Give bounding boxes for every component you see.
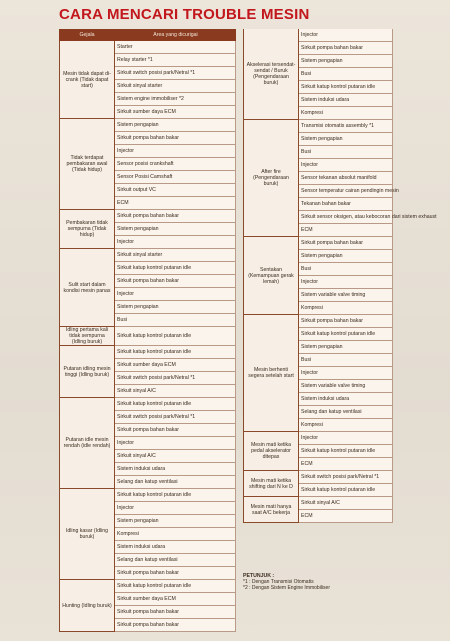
table-row — [59, 398, 236, 411]
table-row — [243, 497, 393, 510]
symptom-cell: Putaran idling mesin tinggi (Idling buruk) — [59, 346, 115, 398]
trouble-table-right — [243, 29, 437, 523]
symptom-cell: Mesin mati hanya saat A/C bekerja — [243, 497, 299, 523]
suspect-area-cell: Sistem pengapian — [299, 250, 393, 263]
page-title: CARA MENCARI TROUBLE MESIN — [59, 6, 310, 23]
suspect-area-cell: Sistem induksi udara — [299, 393, 393, 406]
suspect-area-cell: Busi — [115, 314, 236, 327]
suspect-area-cell: Sirkuit pompa bahan bakar — [115, 275, 236, 288]
table-row — [243, 120, 393, 133]
suspect-area-cell: Sirkuit pompa bahan bakar — [115, 567, 236, 580]
suspect-area-cell: Sirkuit pompa bahan bakar — [115, 132, 236, 145]
suspect-area-cell: ECM — [115, 197, 236, 210]
suspect-area-cell: Injector — [115, 288, 236, 301]
symptom-cell: Mesin mati ketika shifting dari N ke D — [243, 471, 299, 497]
suspect-area-cell: Sirkuit katup kontrol putaran idle — [299, 484, 393, 497]
table-row — [59, 346, 236, 359]
suspect-area-cell: Sirkuit pompa bahan bakar — [299, 237, 393, 250]
table-row — [59, 210, 236, 223]
suspect-area-cell: Sirkuit pompa bahan bakar — [115, 424, 236, 437]
suspect-area-cell: Sirkuit sumber daya ECM — [115, 106, 236, 119]
suspect-area-cell: Sistem pengapian — [299, 341, 393, 354]
suspect-area-cell: Sirkuit katup kontrol putaran idle — [115, 346, 236, 359]
suspect-area-cell: Sirkuit katup kontrol putaran idle — [115, 580, 236, 593]
table-row — [59, 489, 236, 502]
symptom-cell: Tidak terdapat pembakaran awal (Tidak hidup) — [59, 119, 115, 210]
suspect-area-cell: Injector — [115, 437, 236, 450]
suspect-area-cell: Sirkuit sensor oksigen, atau kebocoran dari sistem exhaust — [299, 211, 393, 224]
suspect-area-cell: Sistem pengapian — [115, 223, 236, 236]
suspect-area-cell: Relay starter *1 — [115, 54, 236, 67]
suspect-area-cell: Sensor posisi crankshaft — [115, 158, 236, 171]
symptom-cell: Mesin tidak dapat di-crank (Tidak dapat start) — [59, 41, 115, 119]
suspect-area-cell: Sensor temperatur cairan pendingin mesin — [299, 185, 393, 198]
suspect-area-cell: ECM — [299, 224, 393, 237]
suspect-area-cell: Sirkuit switch posisi park/Netral *1 — [115, 67, 236, 80]
suspect-area-cell: Busi — [299, 146, 393, 159]
suspect-area-cell: Sensor tekanan absolut manifold — [299, 172, 393, 185]
header-area: Area yang dicurigai — [115, 29, 236, 41]
symptom-cell: After fire (Pengendaraan buruk) — [243, 120, 299, 237]
suspect-area-cell: Sirkuit sinyal A/C — [299, 497, 393, 510]
table-row — [243, 432, 393, 445]
suspect-area-cell: Sirkuit katup kontrol putaran idle — [115, 327, 236, 346]
suspect-area-cell: Sirkuit sumber daya ECM — [115, 593, 236, 606]
suspect-area-cell: Sirkuit katup kontrol putaran idle — [115, 489, 236, 502]
table-row — [243, 29, 393, 42]
suspect-area-cell: Sirkuit katup kontrol putaran idle — [299, 328, 393, 341]
table-row — [59, 580, 236, 593]
suspect-area-cell: Sirkuit pompa bahan bakar — [299, 315, 393, 328]
suspect-area-cell: Busi — [299, 354, 393, 367]
symptom-cell: Akselerasi tersendat-sendat / Buruk (Pengendaraan buruk) — [243, 29, 299, 120]
suspect-area-cell: Selang dan katup ventilasi — [299, 406, 393, 419]
notes — [243, 573, 330, 591]
suspect-area-cell: Sirkuit sinyal starter — [115, 80, 236, 93]
suspect-area-cell: Sistem pengapian — [115, 119, 236, 132]
suspect-area-cell: Sirkuit sinyal starter — [115, 249, 236, 262]
suspect-area-cell: Sirkuit switch posisi park/Netral *1 — [115, 411, 236, 424]
suspect-area-cell: Injector — [115, 145, 236, 158]
suspect-area-cell: Sirkuit pompa bahan bakar — [115, 619, 236, 632]
table-header-row — [59, 29, 236, 41]
suspect-area-cell: ECM — [299, 458, 393, 471]
suspect-area-cell: Tekanan bahan bakar — [299, 198, 393, 211]
suspect-area-cell: Starter — [115, 41, 236, 54]
suspect-area-cell: Kompresi — [115, 528, 236, 541]
note-2: *2 : Dengan Sistem Engine Immobiliser — [243, 585, 330, 591]
notes-heading: PETUNJUK : — [243, 573, 275, 579]
symptom-cell: Idling kasar (Idling buruk) — [59, 489, 115, 580]
suspect-area-cell: Kompresi — [299, 302, 393, 315]
header-gejala: Gejala — [59, 29, 115, 41]
suspect-area-cell: Sistem induksi udara — [299, 94, 393, 107]
suspect-area-cell: Injector — [299, 432, 393, 445]
suspect-area-cell: Busi — [299, 68, 393, 81]
suspect-area-cell: Injector — [115, 236, 236, 249]
symptom-cell: Putaran idle mesin rendah (idle rendah) — [59, 398, 115, 489]
suspect-area-cell: Sirkuit sinyal A/C — [115, 385, 236, 398]
suspect-area-cell: Injector — [299, 367, 393, 380]
suspect-area-cell: Sirkuit pompa bahan bakar — [115, 606, 236, 619]
suspect-area-cell: Sirkuit sinyal A/C — [115, 450, 236, 463]
suspect-area-cell: Injector — [299, 159, 393, 172]
suspect-area-cell: Sirkuit katup kontrol putaran idle — [299, 445, 393, 458]
symptom-cell: Mesin berhenti segera setelah start — [243, 315, 299, 432]
table-row — [59, 119, 236, 132]
suspect-area-cell: Sirkuit switch posisi park/Netral *1 — [299, 471, 393, 484]
table-row — [243, 315, 393, 328]
suspect-area-cell: Selang dan katup ventilasi — [115, 476, 236, 489]
suspect-area-cell: Sistem pengapian — [299, 55, 393, 68]
suspect-area-cell: Kompresi — [299, 419, 393, 432]
trouble-table-left — [59, 29, 236, 632]
suspect-area-cell: Sistem pengapian — [115, 515, 236, 528]
table-row — [243, 237, 393, 250]
symptom-cell: Sentakan (Kemampuan gerak lemah) — [243, 237, 299, 315]
suspect-area-cell: Sistem variable valve timing — [299, 380, 393, 393]
suspect-area-cell: Sirkuit katup kontrol putaran idle — [115, 398, 236, 411]
table-row — [243, 471, 393, 484]
suspect-area-cell: Transmisi otomatis assembly *1 — [299, 120, 393, 133]
symptom-cell: Pembakaran tidak sempurna (Tidak hidup) — [59, 210, 115, 249]
suspect-area-cell: Sistem induksi udara — [115, 541, 236, 554]
suspect-area-cell: Sirkuit pompa bahan bakar — [299, 42, 393, 55]
suspect-area-cell: Sirkuit switch posisi park/Netral *1 — [115, 372, 236, 385]
suspect-area-cell: Busi — [299, 263, 393, 276]
symptom-cell: Sulit start dalam kondisi mesin panas — [59, 249, 115, 327]
symptom-cell: Mesin mati ketika pedal akselerator ditepas — [243, 432, 299, 471]
note-1: *1 : Dengan Transmisi Otomatis — [243, 579, 314, 585]
table-row — [59, 41, 236, 54]
table-row — [59, 327, 236, 346]
suspect-area-cell: Sirkuit output VC — [115, 184, 236, 197]
suspect-area-cell: ECM — [299, 510, 393, 523]
suspect-area-cell: Selang dan katup ventilasi — [115, 554, 236, 567]
suspect-area-cell: Injector — [299, 276, 393, 289]
suspect-area-cell: Injector — [115, 502, 236, 515]
suspect-area-cell: Sirkuit pompa bahan bakar — [115, 210, 236, 223]
suspect-area-cell: Sirkuit katup kontrol putaran idle — [299, 81, 393, 94]
suspect-area-cell: Sirkuit sumber daya ECM — [115, 359, 236, 372]
table-row — [59, 249, 236, 262]
suspect-area-cell: Injector — [299, 29, 393, 42]
symptom-cell: Hunting (Idling buruk) — [59, 580, 115, 632]
suspect-area-cell: Sensor Posisi Camshaft — [115, 171, 236, 184]
suspect-area-cell: Sirkuit katup kontrol putaran idle — [115, 262, 236, 275]
symptom-cell: Idling pertama kali tidak sempurna (Idling buruk) — [59, 327, 115, 346]
suspect-area-cell: Sistem pengapian — [115, 301, 236, 314]
suspect-area-cell: Kompresi — [299, 107, 393, 120]
suspect-area-cell: Sistem engine immobiliser *2 — [115, 93, 236, 106]
suspect-area-cell: Sistem pengapian — [299, 133, 393, 146]
suspect-area-cell: Sistem variable valve timing — [299, 289, 393, 302]
suspect-area-cell: Sistem induksi udara — [115, 463, 236, 476]
